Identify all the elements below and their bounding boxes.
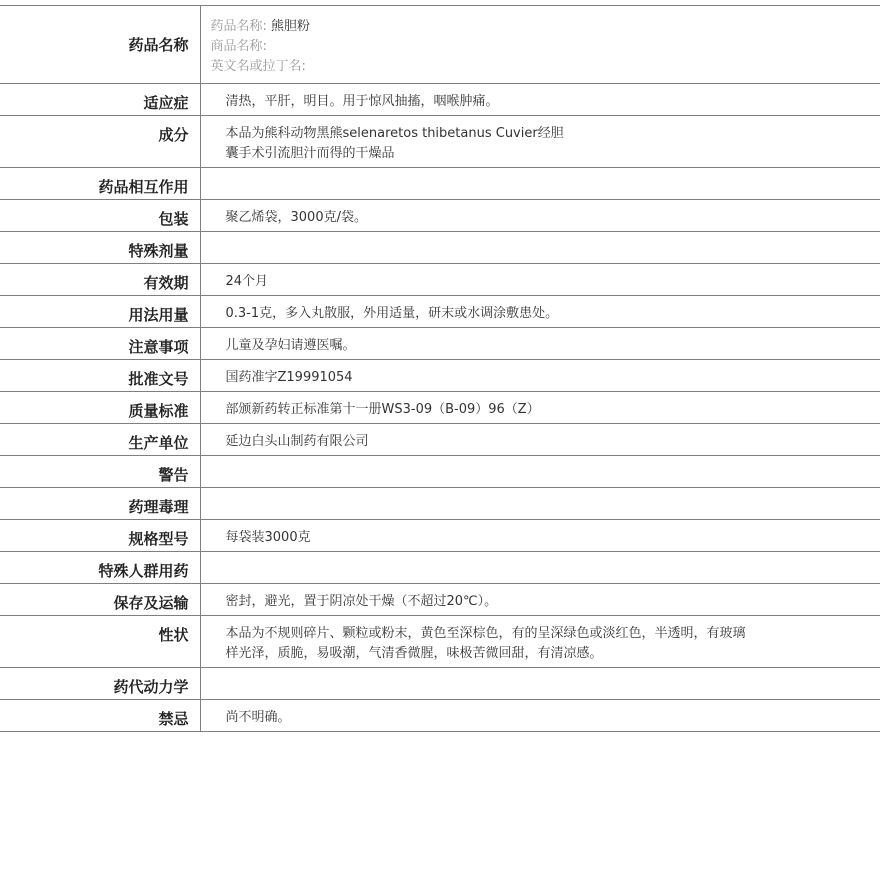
row-value <box>200 264 880 296</box>
row-label: 特殊人群用药 <box>0 552 200 584</box>
generic-name-line <box>211 17 880 37</box>
row-value <box>200 392 880 424</box>
row-value <box>200 116 880 168</box>
row-value <box>200 700 880 732</box>
row-label: 规格型号 <box>0 520 200 552</box>
value-line: 儿童及孕妇请遵医嘱。 <box>225 338 356 353</box>
value-line: 每袋装3000克 <box>225 530 311 545</box>
drug-info-table <box>0 5 880 732</box>
value-line: 24个月 <box>225 274 269 289</box>
drug-info-sheet <box>0 5 880 732</box>
row-indications <box>0 84 880 116</box>
row-label: 警告 <box>0 456 200 488</box>
row-contraindications <box>0 700 880 732</box>
row-ingredients <box>0 116 880 168</box>
row-interactions <box>0 168 880 200</box>
row-value <box>200 232 880 264</box>
row-label: 药品相互作用 <box>0 168 200 200</box>
value-line: 部颁新药转正标准第十一册WS3-09（B-09）96（Z） <box>225 402 540 417</box>
row-value <box>200 360 880 392</box>
row-pharmacology-toxicology <box>0 488 880 520</box>
row-value <box>200 200 880 232</box>
row-special-dosage <box>0 232 880 264</box>
row-label: 生产单位 <box>0 424 200 456</box>
row-storage-transport <box>0 584 880 616</box>
value-line: 样光泽，质脆，易吸潮，气清香微腥，味极苦微回甜，有清凉感。 <box>225 646 603 661</box>
row-manufacturer <box>0 424 880 456</box>
value-line: 本品为不规则碎片、颗粒或粉末，黄色至深棕色，有的呈深绿色或淡红色，半透明，有玻璃 <box>225 626 746 641</box>
row-value <box>200 616 880 668</box>
value-line: 聚乙烯袋，3000克/袋。 <box>225 210 367 225</box>
row-label: 保存及运输 <box>0 584 200 616</box>
row-value <box>200 424 880 456</box>
row-label: 用法用量 <box>0 296 200 328</box>
row-label: 特殊剂量 <box>0 232 200 264</box>
value-line: 密封，避光，置于阴凉处干燥（不超过20℃）。 <box>225 594 498 609</box>
trade-name-label: 商品名称: <box>210 39 267 54</box>
row-label: 适应症 <box>0 84 200 116</box>
value-line: 国药准字Z19991054 <box>225 370 353 385</box>
row-value <box>200 488 880 520</box>
row-label: 成分 <box>0 116 200 168</box>
row-value <box>200 456 880 488</box>
value-line: 延边白头山制药有限公司 <box>225 434 369 449</box>
generic-name-value: 熊胆粉 <box>271 19 311 34</box>
row-value <box>200 668 880 700</box>
row-approval-number <box>0 360 880 392</box>
row-description <box>0 616 880 668</box>
row-quality-standard <box>0 392 880 424</box>
row-specification <box>0 520 880 552</box>
row-label: 性状 <box>0 616 200 668</box>
row-label: 包装 <box>0 200 200 232</box>
row-drug-name <box>0 6 880 84</box>
row-label: 有效期 <box>0 264 200 296</box>
value-line: 本品为熊科动物黑熊selenaretos thibetanus Cuvier经胆 <box>225 126 564 141</box>
trade-name-line <box>211 37 880 57</box>
drug-names-cell <box>200 6 880 84</box>
row-special-populations <box>0 552 880 584</box>
english-name-line <box>211 57 880 77</box>
english-name-label: 英文名或拉丁名: <box>210 59 306 74</box>
row-label: 禁忌 <box>0 700 200 732</box>
row-value <box>200 552 880 584</box>
row-value <box>200 84 880 116</box>
row-precautions <box>0 328 880 360</box>
row-value <box>200 520 880 552</box>
row-value <box>200 296 880 328</box>
row-usage-dosage <box>0 296 880 328</box>
value-line: 0.3-1克，多入丸散服，外用适量，研末或水调涂敷患处。 <box>225 306 559 321</box>
row-label: 药品名称 <box>0 6 200 84</box>
row-value <box>200 584 880 616</box>
row-label: 批准文号 <box>0 360 200 392</box>
row-value <box>200 168 880 200</box>
row-label: 注意事项 <box>0 328 200 360</box>
row-packaging <box>0 200 880 232</box>
row-label: 质量标准 <box>0 392 200 424</box>
row-label: 药理毒理 <box>0 488 200 520</box>
value-line: 尚不明确。 <box>225 710 291 725</box>
row-warning <box>0 456 880 488</box>
generic-name-label: 药品名称: <box>210 19 267 34</box>
row-label: 药代动力学 <box>0 668 200 700</box>
value-line: 清热，平肝，明目。用于惊风抽搐，咽喉肿痛。 <box>225 94 499 109</box>
row-pharmacokinetics <box>0 668 880 700</box>
row-value <box>200 328 880 360</box>
row-shelf-life <box>0 264 880 296</box>
value-line: 囊手术引流胆汁而得的干燥品 <box>225 146 395 161</box>
